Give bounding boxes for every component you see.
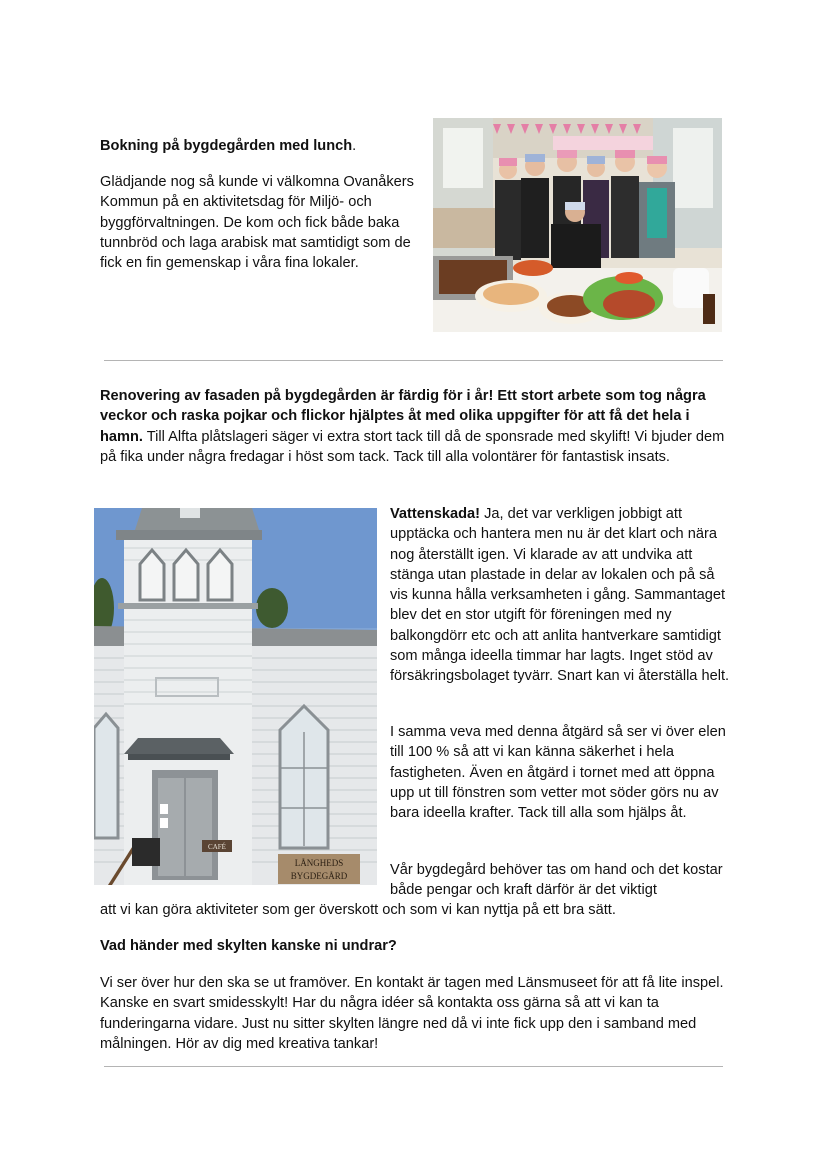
sign-body: Vi ser över hur den ska se ut framöver. En kontakt är tagen med Länsmuseet för att få lite inspel. Kanske en svart smidesskylt! Har du några idéer så kontakta oss gärna så att vi kan ta funderingarna vidare. Just nu sitter skylten längre ned då vi inte fick upp den i samband med målningen. Hör av dig med kreativa tankar! [100, 975, 724, 1052]
lunch-heading-tail: . [352, 138, 357, 154]
renovation-body: Till Alfta plåtslageri säger vi extra stort tack till då de sponsrade med skylift! Vi bjuder dem på fika under några fredagar i höst som tack. Tack till alla volontärer för fantastisk insats. [100, 428, 725, 465]
cafe-sign: CAFÉ [208, 843, 226, 851]
renovation-paragraph [100, 386, 730, 467]
water-damage-body: Ja, det var verkligen jobbigt att upptäcka och hantera men nu är det klart och nära nog återställt igen. Vi klarade av att undvika att stänga utan plastade in delar av lokalen och på så vis kunna hålla verksamheten i gång. Sammantaget blev det en stor utgift för föreningen med ny balkongdörr etc och att anlita hantverkare samtidigt som många ideella timmar har lagts. Inget stöd av försäkringsbolaget tyvärr. Snart kan vi återställa helt. [390, 506, 730, 685]
lunch-heading-bold: Bokning på bygdegården med lunch [100, 138, 353, 154]
church-sign-line1: LÅNGHEDS [294, 858, 344, 868]
divider-2 [104, 1066, 723, 1067]
divider-1 [104, 360, 723, 361]
lunch-photo [433, 118, 722, 332]
renovation-bold: Renovering av fasaden på bygdegården är färdig för i år! Ett stort arbete som tog några veckor och raska pojkar och flickor hjälptes åt med olika uppgifter för att få det hela i hamn. [100, 388, 706, 445]
lunch-heading [100, 136, 420, 156]
care-paragraph-full: att vi kan göra aktiviteter som ger överskott och som vi kan nyttja på ett bra sätt. [100, 902, 616, 918]
electric-paragraph: I samma veva med denna åtgärd så ser vi över elen till 100 % så att vi kan känna säkerhet i hela fastigheten. Även en åtgärd i tornet med att öppna upp ut till fönstren som vetter mot söder görs nu av bara ideella krafter. Tack till alla som hjälps åt. [390, 724, 726, 822]
sign-heading: Vad händer med skylten kanske ni undrar? [100, 938, 397, 954]
church-photo [94, 508, 377, 885]
water-damage-paragraph [390, 504, 730, 687]
care-paragraph-wrapped: Vår bygdegård behöver tas om hand och det kostar både pengar och kraft därför är det viktigt [390, 862, 723, 899]
lunch-body: Glädjande nog så kunde vi välkomna Ovanåkers Kommun på en aktivitetsdag för Miljö- och byggförvaltningen. De kom och fick både baka tunnbröd och laga arabisk mat samtidigt som de fick en fin gemenskap i våra fina lokaler. [100, 174, 414, 272]
church-sign-line2: BYGDEGÅRD [290, 871, 348, 881]
water-damage-bold: Vattenskada! [390, 506, 481, 522]
